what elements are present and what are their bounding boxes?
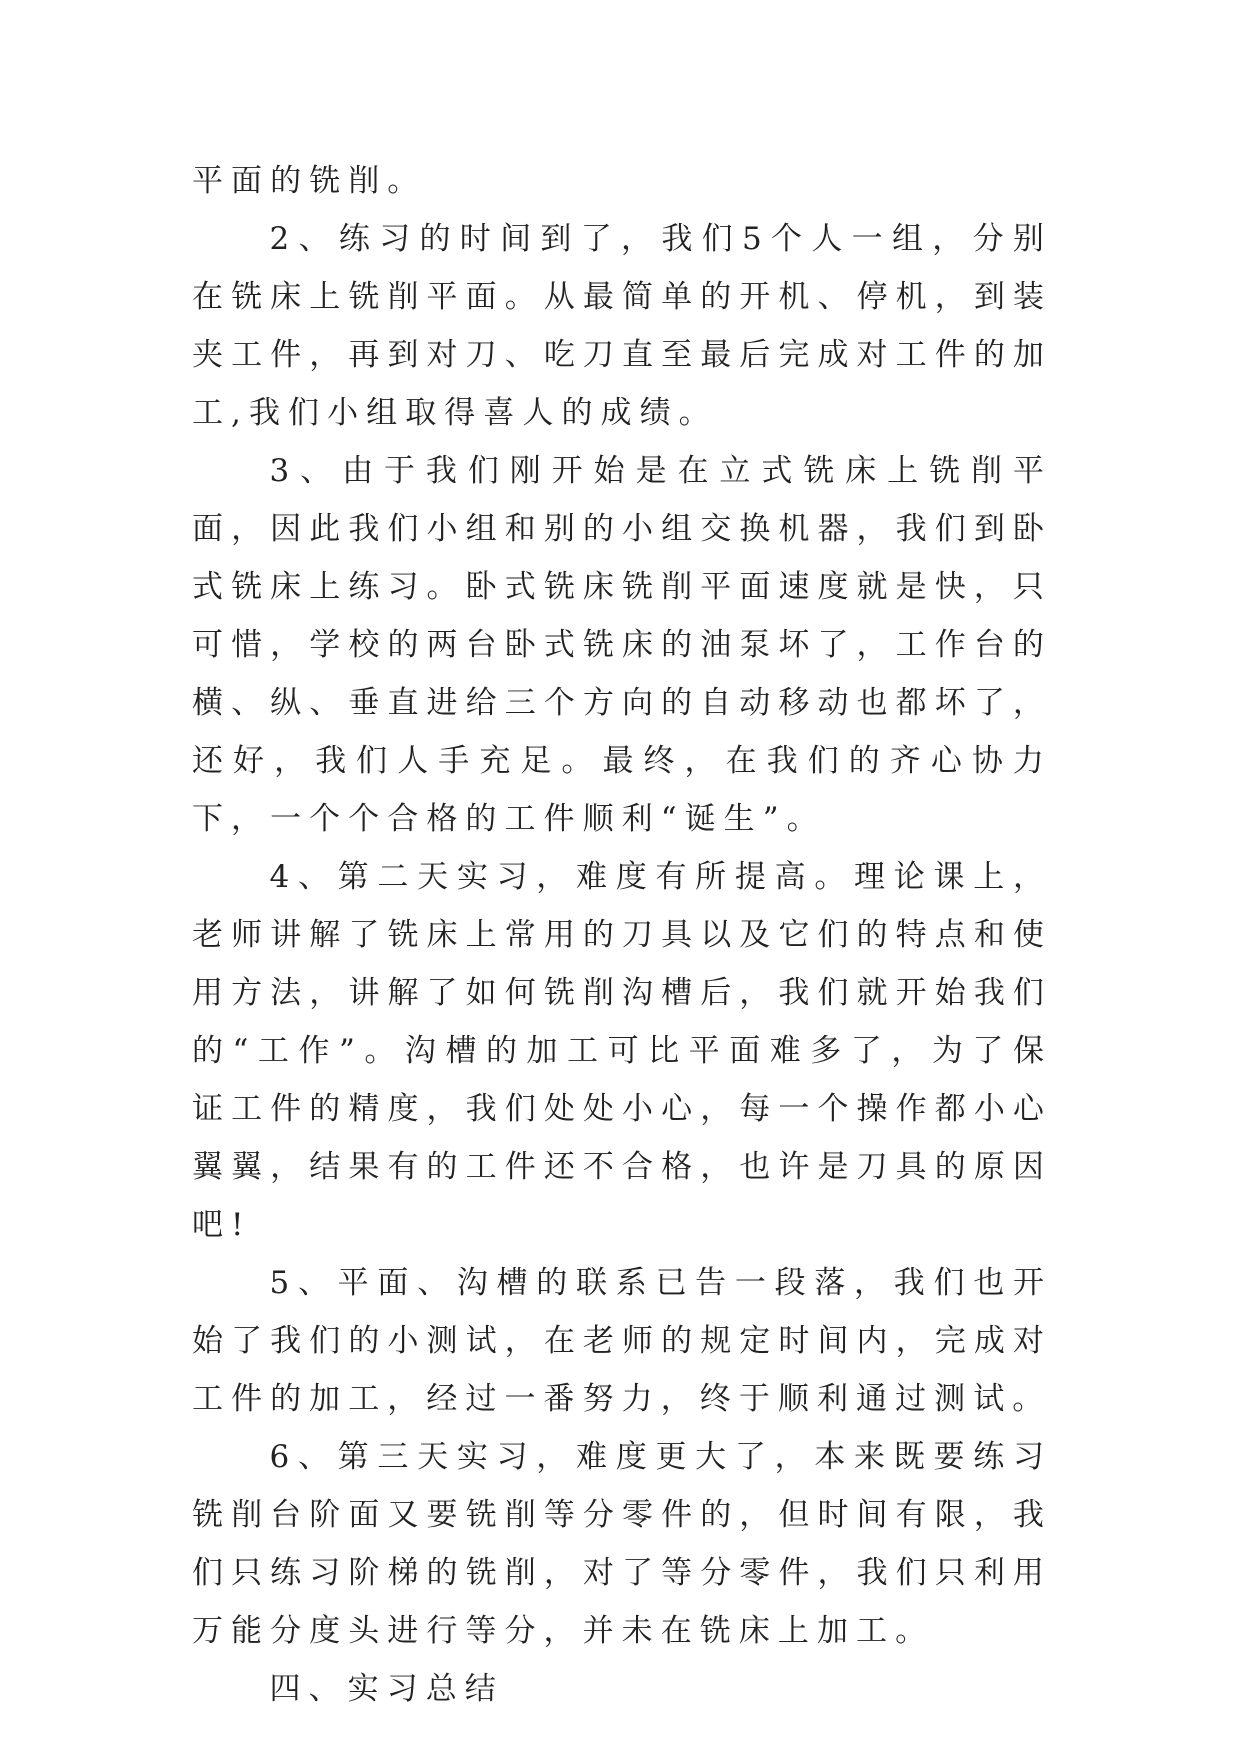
paragraph-item-3: 3、由于我们刚开始是在立式铣床上铣削平面，因此我们小组和别的小组交换机器，我们到卧式铣床上练习。卧式铣床铣削平面速度就是快，只可惜，学校的两台卧式铣床的油泵坏了，工作台的横、纵、垂直进给三个方向的自动移动也都坏了，还好，我们人手充足。最终，在我们的齐心协力下，一个个合格的工件顺利“诞生”。 [192,453,1052,837]
paragraph-item-2: 2、练习的时间到了，我们5个人一组，分别在铣床上铣削平面。从最简单的开机、停机，到装夹工件，再到对刀、吃刀直至最后完成对工件的加工,我们小组取得喜人的成绩。 [192,221,1052,431]
paragraph-item-5: 5、平面、沟槽的联系已告一段落，我们也开始了我们的小测试，在老师的规定时间内，完成对工件的加工，经过一番努力，终于顺利通过测试。 [192,1265,1052,1417]
paragraph-item-4: 4、第二天实习，难度有所提高。理论课上，老师讲解了铣床上常用的刀具以及它们的特点和使用方法，讲解了如何铣削沟槽后，我们就开始我们的“工作”。沟槽的加工可比平面难多了，为了保证工件的精度，我们处处小心，每一个操作都小心翼翼，结果有的工件还不合格，也许是刀具的原因吧! [192,859,1052,1243]
paragraph-continuation: 平面的铣削。 [192,163,427,199]
section-heading: 四、实习总结 [269,1671,504,1707]
document-page [192,152,1052,1718]
paragraph-item-6: 6、第三天实习，难度更大了，本来既要练习铣削台阶面又要铣削等分零件的，但时间有限，我们只练习阶梯的铣削，对了等分零件，我们只利用万能分度头进行等分，并未在铣床上加工。 [192,1439,1052,1649]
